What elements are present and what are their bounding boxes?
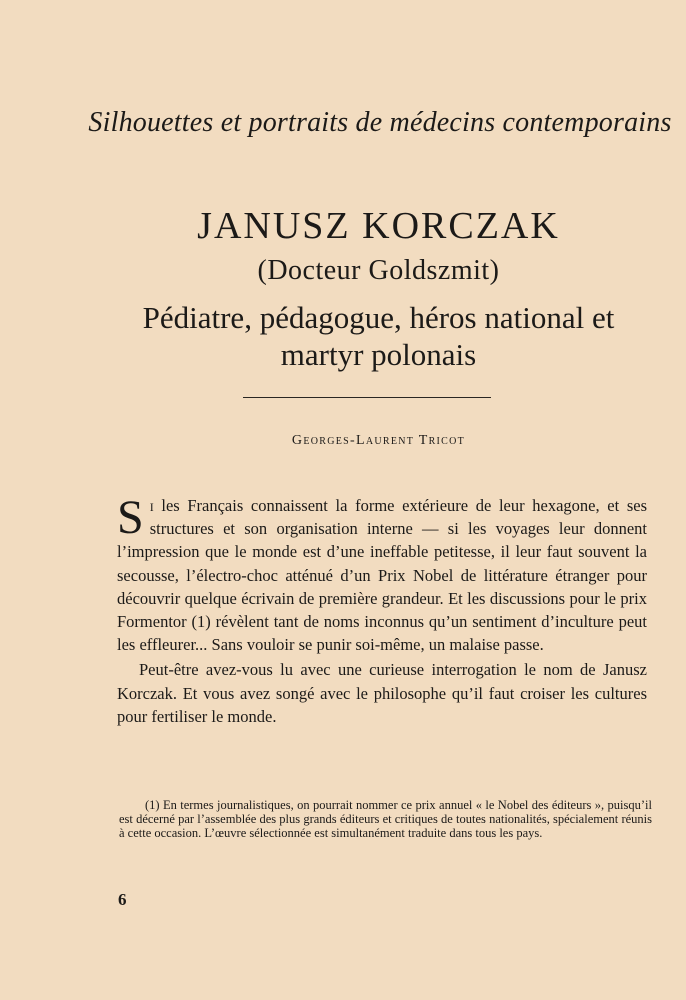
author-name: Georges-Laurent Tricot [291, 433, 466, 448]
footnote-text: (1) En termes journalistiques, on pourrait nommer ce prix annuel « le Nobel des éditeurs », puisqu’il est décerné par l’assemblée des plus grands éditeurs et critiques de toutes nationalités, spécialement réunis à cette occasion. L’œuvre sélectionnée est simultanément traduite dans tous les pays. [119, 798, 652, 841]
article-subtitle: Pédiatre, pédagogue, héros national et martyr polonais [142, 300, 615, 372]
paragraph-2: Peut-être avez-vous lu avec une curieuse interrogation le nom de Janusz Korczak. Et vous avez songé avec le philosophe qu’il faut croiser les cultures pour fertiliser le monde. [117, 660, 647, 726]
footnote [119, 798, 652, 841]
article-title: JANUSZ KORCZAK [197, 205, 560, 247]
series-title: Silhouettes et portraits de médecins contemporains [88, 107, 672, 138]
page-number: 6 [118, 890, 127, 909]
article-subname: (Docteur Goldszmit) [257, 255, 500, 286]
title-divider [243, 397, 491, 398]
drop-cap-continuation: i [149, 496, 154, 515]
paragraph-1-text: les Français connaissent la forme extérieure de leur hexagone, et ses structures et son organisation interne — si les voyages leur donnent l’impression que le monde est d’une ineffable petitesse, il leur faut souvent la secousse, l’électro-choc atténué d’un Prix Nobel de littérature étranger pour découvrir quelque écrivain de première grandeur. Et les discussions pour le prix Formentor (1) révèlent tant de noms inconnus qu’un sentiment d’inculture peut les effleurer... Sans vouloir se punir soi-même, un malaise passe. [117, 496, 647, 655]
article-body [117, 491, 647, 728]
paragraph-1 [117, 491, 647, 656]
drop-cap: S [117, 491, 144, 544]
